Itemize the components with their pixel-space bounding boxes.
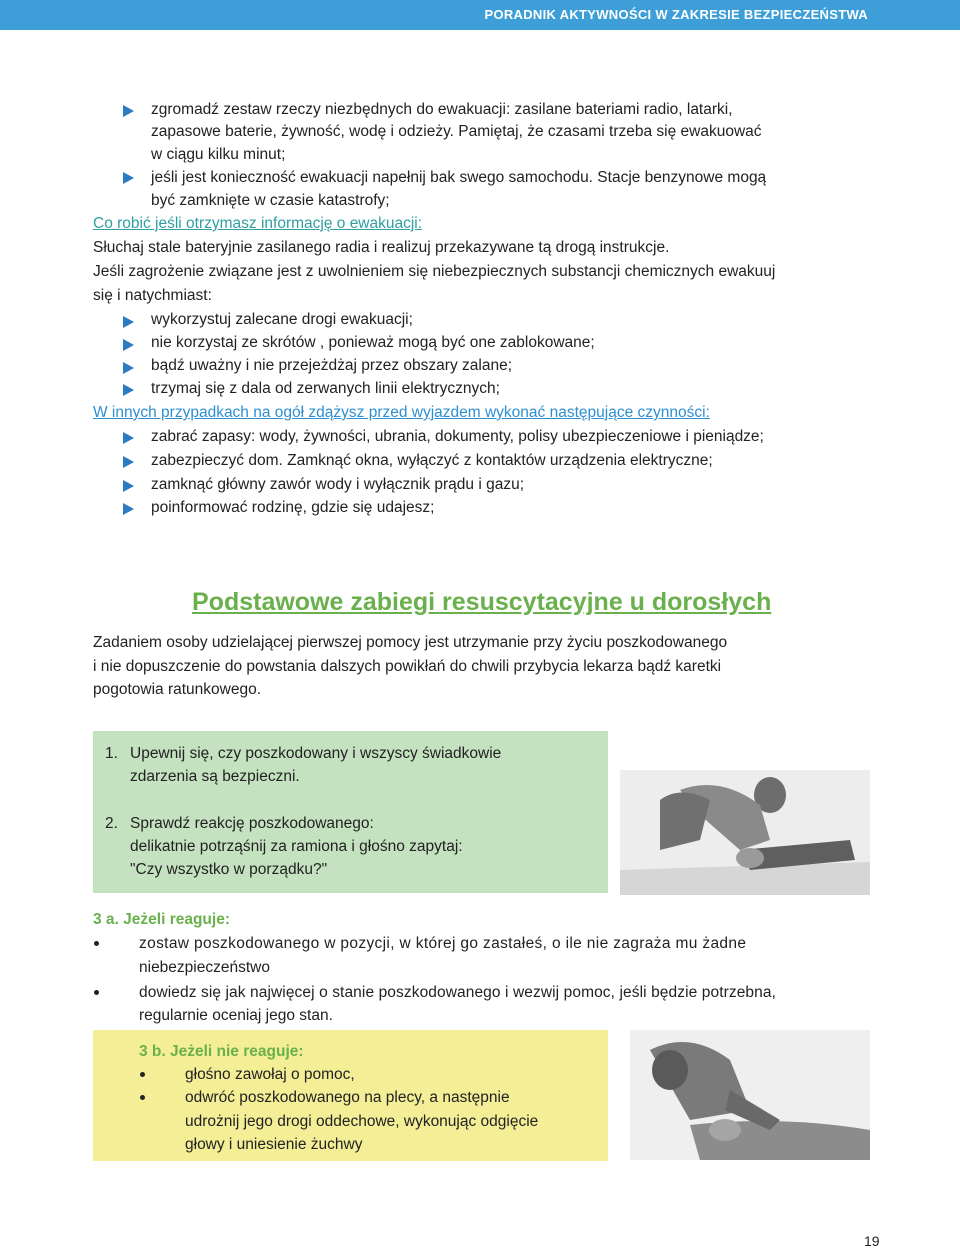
arrow-bullet-icon [123,316,134,328]
arrow-bullet-icon [123,339,134,351]
arrow-bullet-icon [123,384,134,396]
arrow-bullet-icon [123,480,134,492]
list1-item-2-line1: jeśli jest konieczność ewakuacji napełnij bak swego samochodu. Stacje benzynowe mogą [151,169,767,186]
noreact-heading-text: 3 b. Jeżeli nie reaguje: [139,1043,304,1060]
react-bullet-2-line2: regularnie oceniaj jego stan. [139,1007,333,1024]
noreact-bullet-2-line3: głowy i uniesienie żuchwy [185,1136,363,1153]
resus-intro-line1: Zadaniem osoby udzielającej pierwszej pomocy jest utrzymanie przy życiu poszkodowanego [93,634,728,651]
react-bullet-1-line2: niebezpieczeństwo [139,959,270,976]
resus-intro-line3: pogotowia ratunkowego. [93,681,262,698]
step-2-line2: delikatnie potrząśnij za ramiona i głośno zapytaj: [130,838,463,855]
arrow-bullet-icon [123,105,134,117]
step-1-line1: Upewnij się, czy poszkodowany i wszyscy świadkowie [130,745,502,762]
page-header [0,0,960,30]
noreact-bullet-2-line1: odwróć poszkodowanego na plecy, a następnie [185,1089,510,1106]
evac-item-3: bądź uważny i nie przejeżdżaj przez obszary zalane; [151,357,512,374]
noreact-heading [139,1041,304,1063]
step-1-line2: zdarzenia są bezpieczni. [130,768,300,785]
evac-heading: Co robić jeśli otrzymasz informację o ewakuacji: [93,215,423,232]
evac-paragraph-1: Słuchaj stale bateryjnie zasilanego radia i realizuj przekazywane tą drogą instrukcje. [93,239,670,256]
resus-intro-line2: i nie dopuszczenie do powstania dalszych powikłań do chwili przybycia lekarza bądź karetki [93,658,722,675]
step-1-number: 1. [105,745,118,762]
other-item-3: zamknąć główny zawór wody i wyłącznik prądu i gazu; [151,476,525,493]
noreact-bullet-1: głośno zawołaj o pomoc, [185,1066,355,1083]
bullet-dot-icon [140,1095,145,1100]
noreact-bullet-2-line2: udrożnij jego drogi oddechowe, wykonując odgięcie [185,1113,539,1130]
list1-item-1-line2: zapasowe baterie, żywność, wodę i odzieży. Pamiętaj, że czasami trzeba się ewakuować [151,123,762,140]
arrow-bullet-icon [123,432,134,444]
evac-paragraph-2-line1: Jeśli zagrożenie związane jest z uwolnieniem się niebezpiecznych substancji chemicznych ewakuuj [93,263,776,280]
arrow-bullet-icon [123,456,134,468]
other-heading: W innych przypadkach na ogół zdążysz przed wyjazdem wykonać następujące czynności: [93,404,710,421]
react-bullet-2-line1: dowiedz się jak najwięcej o stanie poszkodowanego i wezwij pomoc, jeśli będzie potrzebna, [139,984,776,1001]
page-number: 19 [864,1233,880,1249]
react-bullet-1-line1: zostaw poszkodowanego w pozycji, w której go zastałeś, o ile nie zagraża mu żadne [139,935,747,952]
arrow-bullet-icon [123,503,134,515]
bullet-dot-icon [94,941,99,946]
other-item-4: poinformować rodzinę, gdzie się udajesz; [151,499,435,516]
step-2-line1: Sprawdź reakcję poszkodowanego: [130,815,374,832]
evac-item-2: nie korzystaj ze skrótów , ponieważ mogą być one zablokowane; [151,334,595,351]
step-2-line3: "Czy wszystko w porządku?" [130,861,328,878]
list1-item-2-line2: być zamknięte w czasie katastrofy; [151,192,390,209]
step-2-number: 2. [105,815,118,832]
arrow-bullet-icon [123,172,134,184]
shake-shoulders-illustration [620,770,870,895]
other-item-2: zabezpieczyć dom. Zamknąć okna, wyłączyć z kontaktów urządzenia elektryczne; [151,452,713,469]
list1-item-1-line1: zgromadź zestaw rzeczy niezbędnych do ewakuacji: zasilane bateriami radio, latarki, [151,101,733,118]
evac-item-1: wykorzystuj zalecane drogi ewakuacji; [151,311,413,328]
react-heading-text: 3 a. Jeżeli reaguje: [93,911,230,928]
bullet-dot-icon [94,990,99,995]
section-title: Podstawowe zabiegi resuscytacyjne u dorosłych [192,588,772,616]
bullet-dot-icon [140,1072,145,1077]
list1-item-1-line3: w ciągu kilku minut; [151,146,286,163]
arrow-bullet-icon [123,362,134,374]
other-item-1: zabrać zapasy: wody, żywności, ubrania, dokumenty, polisy ubezpieczeniowe i pieniądze; [151,428,764,445]
header-title: PORADNIK AKTYWNOŚCI W ZAKRESIE BEZPIECZEŃSTWA [484,7,868,22]
airway-opening-illustration [630,1030,870,1160]
evac-item-4: trzymaj się z dala od zerwanych linii elektrycznych; [151,380,500,397]
react-heading [93,909,230,931]
evac-paragraph-2-line2: się i natychmiast: [93,287,212,304]
